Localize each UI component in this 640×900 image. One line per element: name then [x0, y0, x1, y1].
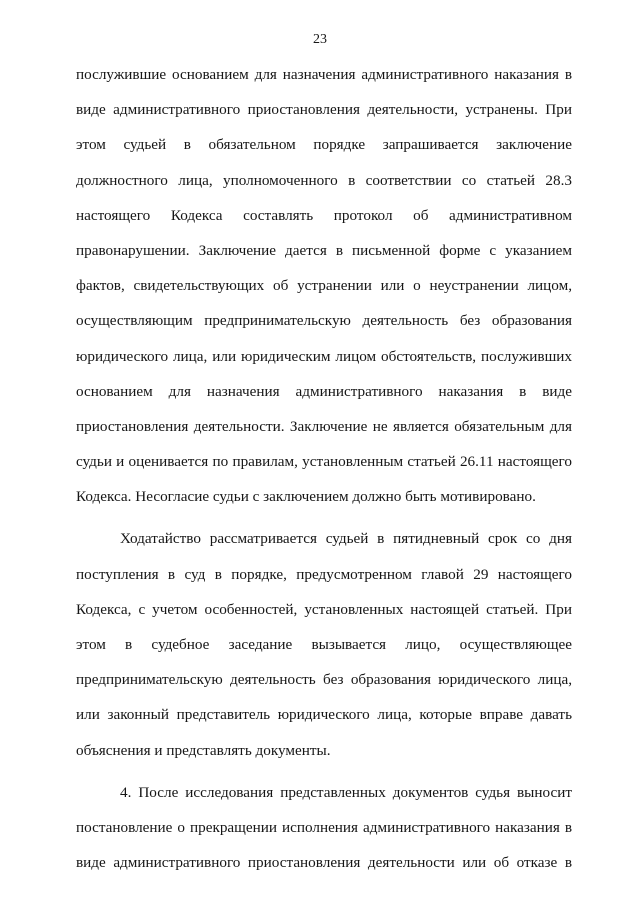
text-line: предпринимательскую деятельность без образования юридического лица,: [76, 671, 572, 689]
text-line: Кодекса. Несогласие судьи с заключением должно быть мотивировано.: [76, 488, 536, 506]
text-line: виде административного приостановления деятельности, устранены. При: [76, 101, 572, 119]
paragraph-continuation: [76, 57, 572, 514]
text-line: постановление о прекращении исполнения административного наказания в: [76, 818, 572, 836]
paragraph-item-4: [76, 775, 572, 881]
text-line: судьи и оценивается по правилам, установленным статьей 26.11 настоящего: [76, 453, 572, 471]
paragraph-petition: [76, 521, 572, 767]
text-line: основанием для назначения административного наказания в виде: [76, 382, 572, 400]
text-line: Ходатайство рассматривается судьей в пятидневный срок со дня: [120, 530, 572, 548]
text-line: должностного лица, уполномоченного в соответствии со статьей 28.3: [76, 171, 572, 189]
text-line: этом судьей в обязательном порядке запрашивается заключение: [76, 136, 572, 154]
paragraph-spacer: [76, 514, 572, 521]
text-line: осуществляющим предпринимательскую деятельность без образования: [76, 312, 572, 330]
text-line: юридического лица, или юридическим лицом обстоятельств, послуживших: [76, 347, 572, 365]
text-line: приостановления деятельности. Заключение не является обязательным для: [76, 417, 572, 435]
text-line: или законный представитель юридического лица, которые вправе давать: [76, 706, 572, 724]
text-line: этом в судебное заседание вызывается лицо, осуществляющее: [76, 636, 572, 653]
text-line: фактов, свидетельствующих об устранении или о неустранении лицом,: [76, 277, 572, 295]
paragraph-spacer: [76, 768, 572, 775]
text-line: 4. После исследования представленных документов судья выносит: [120, 783, 572, 801]
text-line: поступления в суд в порядке, предусмотренном главой 29 настоящего: [76, 565, 572, 583]
text-line: послужившие основанием для назначения административного наказания в: [76, 66, 572, 83]
text-line: Кодекса, с учетом особенностей, установленных настоящей статьей. При: [76, 600, 572, 618]
document-body: [76, 57, 572, 880]
page-number: 23: [313, 32, 327, 47]
text-line: виде административного приостановления деятельности или об отказе в: [76, 854, 572, 872]
text-line: объяснения и представлять документы.: [76, 741, 331, 759]
text-line: правонарушении. Заключение дается в письменной форме с указанием: [76, 241, 572, 259]
text-line: настоящего Кодекса составлять протокол об административном: [76, 206, 572, 224]
